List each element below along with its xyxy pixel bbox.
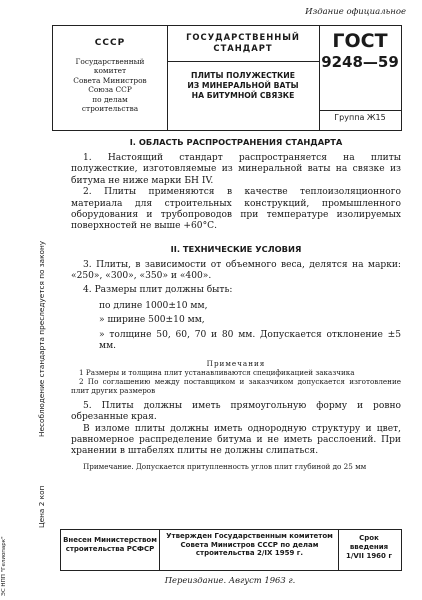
document-title [168, 71, 318, 101]
group-divider [319, 110, 401, 111]
notes-title: Примечания [206, 358, 266, 368]
paragraph: 3. Плиты, в зависимости от объемного веса, делятся на марки: «250», «300», «350» и «400». [71, 259, 401, 282]
introduced-by: Внесен Министерством строительства РСФСР [63, 536, 157, 553]
paragraph: 5. Плиты должны иметь прямоугольную форму и ровно обрезанные края. [71, 400, 401, 423]
dimension-item: » толщине 50, 60, 70 и 80 мм. Допускается отклонение ±5 мм. [99, 329, 401, 352]
committee-block [54, 57, 166, 113]
main-content [71, 133, 401, 471]
committee-line: Союза ССР [88, 85, 132, 95]
title-line: ИЗ МИНЕРАЛЬНОЙ ВАТЫ [187, 81, 299, 90]
committee-line: строительства [81, 104, 139, 114]
approved-by: Утвержден Государственным комитетом Совета Министров СССР по делам строительства 2/IX 1959 г. [166, 532, 333, 558]
gost-label: ГОСТ [332, 30, 388, 52]
section-heading: II. ТЕХНИЧЕСКИЕ УСЛОВИЯ [170, 243, 302, 254]
effective-date: Срок введения 1/VII 1960 г [345, 534, 393, 560]
title-line: ПЛИТЫ ПОЛУЖЕСТКИЕ [191, 71, 295, 80]
paragraph: 2. Плиты применяются в качестве теплоизоляционного материала для строительных конструкций, промышленного оборудования и трубопроводов при температуре изолируемых поверхностей не выше +60°С. [71, 187, 401, 232]
dimension-item: » ширине 500±10 мм, [99, 315, 205, 326]
committee-line: Государственный [75, 57, 145, 66]
edition-label: Издание официальное [305, 7, 406, 17]
state-standard-line: СТАНДАРТ [213, 43, 273, 53]
paragraph: 1. Настоящий стандарт распространяется на плиты полужесткие, изготовляемые из минеральной ваты на связке из битума не ниже марки БН IV. [71, 153, 401, 186]
committee-line: Совета Министров [73, 75, 147, 85]
paragraph: В изломе плиты должны иметь однородную структуру и цвет, равномерное распределение битума и не иметь расслоений. При хранении в штабелях плиты не должны слипаться. [71, 423, 401, 457]
dimension-item: по длине 1000±10 мм, [99, 301, 208, 312]
header-divider-middle [167, 61, 319, 62]
reissue-note: Переиздание. Август 1963 г. [164, 575, 296, 585]
note-item: 2 По соглашению между поставщиком и заказчиком допускается изготовление плит других размеров [71, 376, 401, 395]
committee-line: комитет [93, 66, 127, 76]
state-standard-line: ГОСУДАРСТВЕННЫЙ [186, 32, 300, 42]
group-label: Группа Ж15 [334, 113, 386, 122]
ussr-label: СССР [94, 38, 126, 48]
section-heading: I. ОБЛАСТЬ РАСПРОСТРАНЕНИЯ СТАНДАРТА [129, 137, 343, 147]
price-text: Цена 2 коп [37, 485, 46, 528]
gost-number: 9248—59 [321, 53, 399, 71]
note-item: 1 Размеры и толщина плит устанавливаются спецификацией заказчика [79, 367, 355, 377]
warning-text: Несоблюдение стандарта преследуется по закону [37, 240, 46, 437]
paragraph: 4. Размеры плит должны быть: [83, 284, 233, 295]
note-item: Примечание. Допускается притупленность углов плит глубиной до 25 мм [83, 461, 367, 471]
footer-divider-left [159, 529, 160, 571]
state-standard [168, 32, 318, 54]
footer-divider-right [338, 529, 339, 571]
committee-line: по делам [92, 94, 128, 104]
title-line: НА БИТУМНОЙ СВЯЗКЕ [191, 91, 295, 100]
stamp-text: ЭС НПП "Гелиопарк" [1, 536, 7, 596]
